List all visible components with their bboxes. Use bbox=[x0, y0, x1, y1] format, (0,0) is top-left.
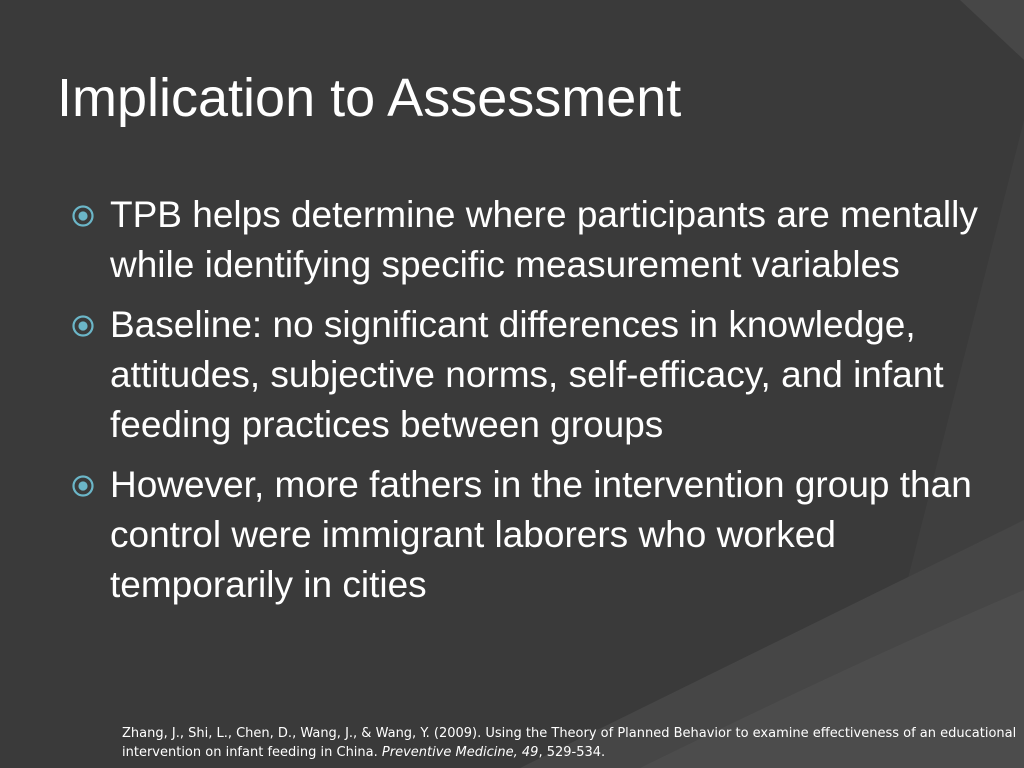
circle-bullet-icon bbox=[71, 474, 95, 498]
circle-bullet-icon bbox=[71, 204, 95, 228]
bullet-item bbox=[64, 300, 1004, 450]
bullet-item bbox=[64, 460, 1004, 610]
citation-authors: Zhang, J., Shi, L., Chen, D., Wang, J., & Wang, Y. (2009). Using the Theory of Planned Behavior to examine effectiveness of an educational intervention on infant feeding in China. bbox=[122, 726, 1017, 760]
circle-bullet-icon bbox=[71, 314, 95, 338]
slide-title: Implication to Assessment bbox=[57, 68, 682, 128]
citation bbox=[122, 724, 1022, 762]
citation-pages: , 529-534. bbox=[538, 745, 606, 760]
bullet-text: However, more fathers in the intervention group than control were immigrant laborers who worked temporarily in cities bbox=[110, 464, 972, 605]
bullet-text: TPB helps determine where participants are mentally while identifying specific measurement variables bbox=[110, 194, 978, 285]
citation-journal: Preventive Medicine, 49 bbox=[381, 745, 539, 760]
bullet-item bbox=[64, 190, 1004, 290]
bullet-list bbox=[64, 190, 1004, 620]
bullet-text: Baseline: no significant differences in knowledge, attitudes, subjective norms, self-efficacy, and infant feeding practices between groups bbox=[110, 304, 944, 445]
